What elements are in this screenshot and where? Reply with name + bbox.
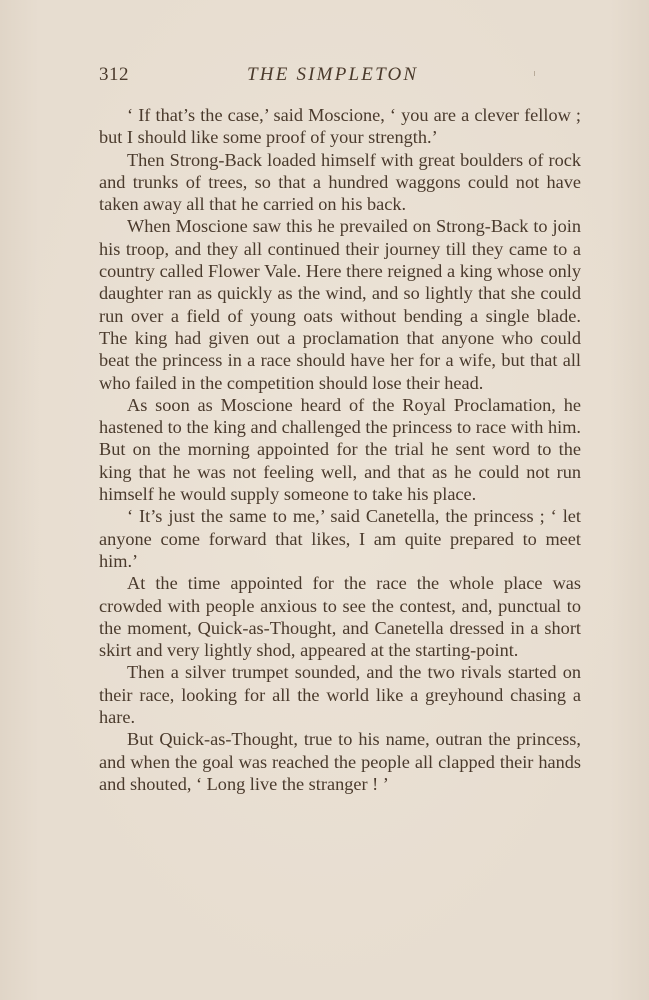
- body-text: [99, 104, 581, 795]
- paragraph: But Quick-as-Thought, true to his name, outran the princess, and when the goal was reached the people all clapped their hands and shouted, ‘ Long live the stranger ! ’: [99, 729, 581, 794]
- paragraph: ‘ If that’s the case,’ said Moscione, ‘ you are a clever fellow ; but I should like some proof of your strength.’: [99, 105, 581, 148]
- paragraph: Then Strong-Back loaded himself with great boulders of rock and trunks of trees, so that a hundred waggons could not have taken away all that he carried on his back.: [99, 149, 581, 215]
- paper-speck: [534, 71, 535, 76]
- running-title: THE SIMPLETON: [247, 64, 419, 85]
- paragraph: At the time appointed for the race the whole place was crowded with people anxious to see the contest, and, punctual to the moment, Quick-as-Thought, and Canetella dressed in a short skirt and very lightly shod, appeared at the starting-point.: [99, 573, 581, 661]
- paragraph: When Moscione saw this he prevailed on Strong-Back to join his troop, and they all continued their journey till they came to a country called Flower Vale. Here there reigned a king whose only daughter ran as quickly as the wind, and so lightly that she could run over a field of young oats without bending a single blade. The king had given out a proclamation that anyone who could beat the princess in a race should have her for a wife, but that all who failed in the competition should lose their head.: [99, 216, 581, 393]
- paragraph: Then a silver trumpet sounded, and the two rivals started on their race, looking for all the world like a greyhound chasing a hare.: [99, 662, 581, 728]
- page-number: 312: [99, 64, 129, 85]
- running-head: [99, 64, 581, 88]
- paragraph: As soon as Moscione heard of the Royal Proclamation, he hastened to the king and challenged the princess to race with him. But on the morning appointed for the trial he sent word to the king that he was not feeling well, and that as he could not run himself he would supply someone to take his place.: [99, 394, 581, 505]
- paragraph: ‘ It’s just the same to me,’ said Canetella, the princess ; ‘ let anyone come forward that likes, I am quite prepared to meet him.’: [99, 506, 581, 571]
